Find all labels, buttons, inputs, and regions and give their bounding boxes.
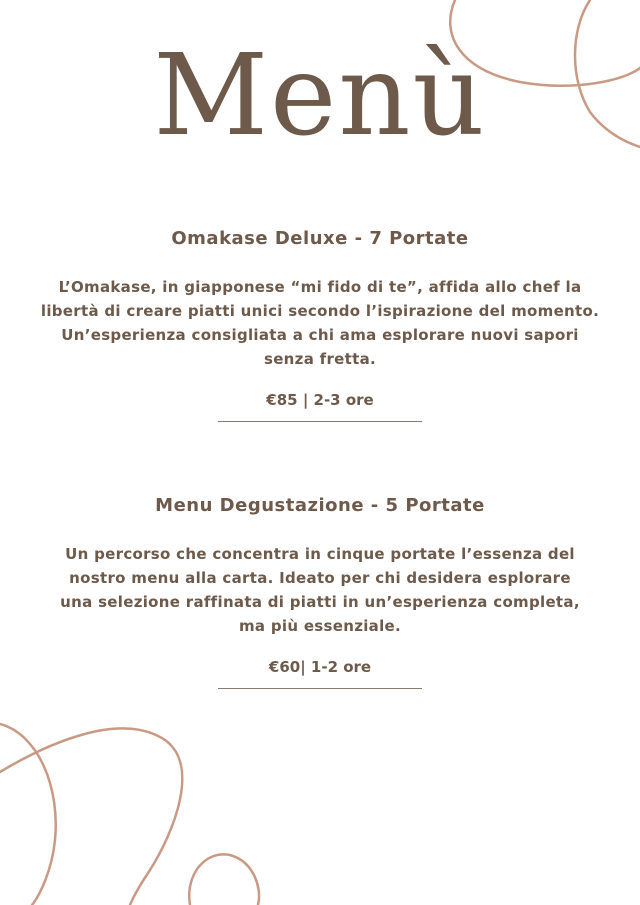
bottom-swirl-loop [189, 854, 259, 905]
menu-description-line: Un percorso che concentra in cinque portate l’essenza del [65, 545, 575, 563]
bottom-swirl-curl [0, 724, 56, 905]
page-title: Menù [153, 31, 487, 161]
menu-price: €85 | 2-3 ore [266, 391, 374, 409]
menu-section-degustazione [20, 495, 620, 689]
menu-name: Menu Degustazione - 5 Portate [155, 495, 485, 516]
divider [218, 688, 422, 689]
menu-description-line: Un’esperienza consigliata a chi ama esplorare nuovi sapori [61, 326, 579, 344]
divider [218, 421, 422, 422]
menu-description-line: nostro menu alla carta. Ideato per chi desidera esplorare [69, 569, 571, 587]
menu-description-line: una selezione raffinata di piatti in un’esperienza completa, [60, 593, 580, 611]
menu-name: Omakase Deluxe - 7 Portate [171, 228, 469, 249]
menu-description-line: ma più essenziale. [238, 617, 402, 635]
menu-description-line: L’Omakase, in giapponese “mi fido di te”, affida allo chef la [58, 278, 582, 296]
bottom-swirl-arc [0, 728, 182, 905]
menu-section-omakase [20, 228, 620, 422]
menu-description-line: senza fretta. [263, 350, 376, 368]
menu-description-line: libertà di creare piatti unici secondo l’ispirazione del momento. [40, 302, 600, 320]
menu-price: €60| 1-2 ore [268, 658, 372, 676]
